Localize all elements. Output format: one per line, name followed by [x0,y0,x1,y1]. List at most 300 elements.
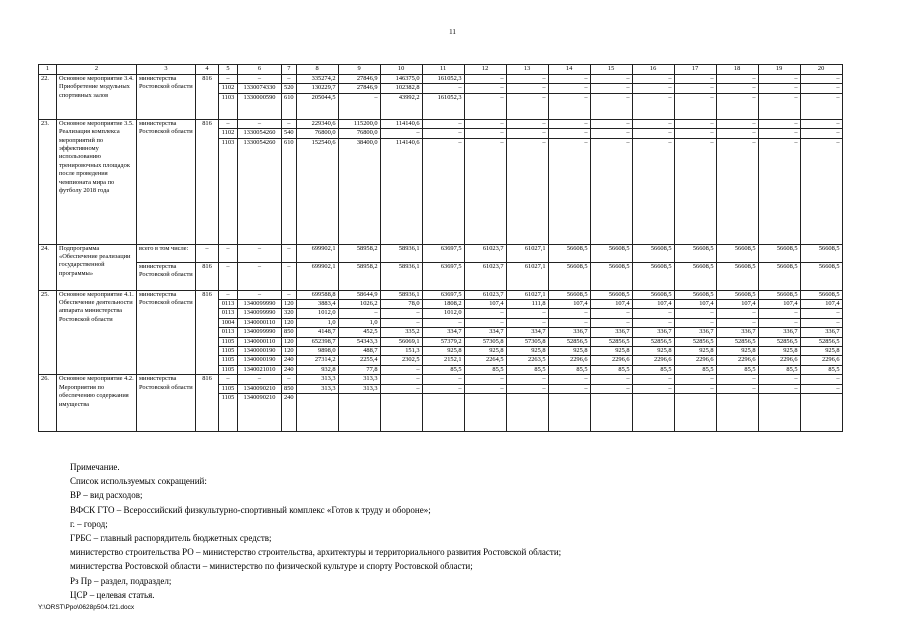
value-cell [674,394,716,432]
header-cell: 11 [422,65,464,75]
value-cell: – [380,365,422,374]
value-cell: – [632,375,674,384]
value-cell [590,394,632,432]
value-cell: 120 [282,347,297,356]
value-cell: 27846,9 [338,75,380,84]
budget-table [38,64,843,432]
value-cell: 1105 [219,356,238,365]
value-cell: 1340021010 [238,365,282,374]
value-cell: 699902,1 [296,262,338,290]
value-cell: – [632,129,674,138]
note-line: министерство строительства РО – министерство строительства, архитектуры и территориального развития Ростовской области; [70,547,562,558]
value-cell: – [464,138,506,244]
value-cell: – [282,244,297,262]
value-cell: 1105 [219,337,238,346]
value-cell: 56608,5 [716,262,758,290]
value-cell: 335274,2 [296,75,338,84]
value-cell: – [506,138,548,244]
value-cell: 334,7 [464,328,506,337]
value-cell: 107,4 [632,300,674,309]
value-cell: 2264,5 [464,356,506,365]
value-cell: – [632,309,674,318]
value-cell: 27314,2 [296,356,338,365]
value-cell: 1330074330 [238,84,282,93]
value-cell: 61023,7 [464,290,506,299]
value-cell: 52856,5 [716,337,758,346]
value-cell: 56608,5 [590,262,632,290]
value-cell: 1330000590 [238,93,282,119]
table-row [39,290,843,299]
header-cell: 14 [548,65,590,75]
value-cell: – [238,262,282,290]
value-cell: 2296,6 [590,356,632,365]
value-cell: 85,5 [506,365,548,374]
value-cell: – [674,93,716,119]
value-cell: – [716,318,758,327]
grbs-code: – [196,244,219,262]
value-cell: 56608,5 [632,262,674,290]
value-cell: 56608,5 [716,244,758,262]
value-cell: 152540,6 [296,138,338,244]
value-cell: 452,5 [338,328,380,337]
value-cell: – [548,309,590,318]
value-cell: 78,0 [380,300,422,309]
value-cell [338,394,380,432]
value-cell: – [380,375,422,384]
value-cell: 1330054260 [238,138,282,244]
note-line: г. – город; [70,518,108,529]
value-cell: 4148,7 [296,328,338,337]
value-cell: 107,4 [590,300,632,309]
value-cell: – [800,375,842,384]
value-cell: – [219,119,238,128]
value-cell: 54343,3 [338,337,380,346]
value-cell: 130229,7 [296,84,338,93]
value-cell: 52856,5 [758,337,800,346]
value-cell: 56608,5 [632,244,674,262]
value-cell: 56608,5 [632,290,674,299]
grbs-code: 816 [196,119,219,244]
measure-name: Основное мероприятие 4.2. Мероприятия по обеспечению содержания имущества [57,375,137,432]
value-cell: 699588,8 [296,290,338,299]
value-cell: – [380,129,422,138]
grbs-name: министерства Ростовской области [137,375,196,432]
value-cell: – [238,244,282,262]
value-cell: 205044,5 [296,93,338,119]
value-cell: 1330054260 [238,129,282,138]
value-cell: 52856,5 [590,337,632,346]
value-cell: 61027,1 [506,290,548,299]
value-cell: 58958,2 [338,244,380,262]
value-cell: 320 [282,309,297,318]
value-cell: 120 [282,337,297,346]
value-cell: 56608,5 [674,262,716,290]
value-cell: 540 [282,129,297,138]
grbs-code: 816 [196,262,219,290]
grbs-name: министерства Ростовской области [137,290,196,375]
value-cell: – [219,375,238,384]
value-cell: 1340000190 [238,356,282,365]
header-cell: 20 [800,65,842,75]
value-cell: – [800,309,842,318]
value-cell: – [758,75,800,84]
value-cell: – [632,84,674,93]
value-cell: – [282,75,297,84]
value-cell: – [590,129,632,138]
value-cell: 151,3 [380,347,422,356]
value-cell: – [758,84,800,93]
value-cell: 0113 [219,309,238,318]
value-cell: 63697,5 [422,244,464,262]
value-cell: – [632,119,674,128]
value-cell: – [548,375,590,384]
header-cell: 1 [39,65,57,75]
value-cell: 2296,6 [674,356,716,365]
value-cell: – [674,119,716,128]
value-cell: 1103 [219,93,238,119]
value-cell: 336,7 [716,328,758,337]
value-cell: – [800,318,842,327]
value-cell [380,394,422,432]
value-cell: 1012,0 [296,309,338,318]
value-cell: 115200,0 [338,119,380,128]
header-cell: 18 [716,65,758,75]
value-cell: – [282,262,297,290]
header-cell: 8 [296,65,338,75]
value-cell: – [632,93,674,119]
value-cell: 102382,8 [380,84,422,93]
value-cell: 120 [282,318,297,327]
value-cell: 1340099990 [238,328,282,337]
value-cell: 925,8 [758,347,800,356]
row-number: 22. [39,75,57,120]
value-cell: 1026,2 [338,300,380,309]
value-cell: 313,3 [338,384,380,393]
value-cell: – [506,84,548,93]
value-cell: – [548,84,590,93]
value-cell: 1340000110 [238,318,282,327]
notes-block [70,460,561,602]
value-cell: – [548,119,590,128]
grbs-code: 816 [196,375,219,432]
header-cell: 3 [137,65,196,75]
value-cell: – [380,309,422,318]
value-cell: 56608,5 [548,262,590,290]
value-cell: 2296,6 [632,356,674,365]
value-cell: – [238,119,282,128]
header-cell: 12 [464,65,506,75]
note-line: Примечание. [70,462,120,472]
value-cell: – [422,318,464,327]
value-cell: – [716,309,758,318]
value-cell: – [464,129,506,138]
value-cell: 0113 [219,300,238,309]
value-cell: 57305,8 [506,337,548,346]
value-cell: 85,5 [632,365,674,374]
value-cell: – [632,75,674,84]
header-cell: 6 [238,65,282,75]
value-cell: 699902,1 [296,244,338,262]
value-cell: 114140,6 [380,138,422,244]
value-cell: – [716,138,758,244]
value-cell: 52856,5 [632,337,674,346]
value-cell: – [219,244,238,262]
value-cell: 1004 [219,318,238,327]
value-cell: 850 [282,328,297,337]
value-cell: – [800,384,842,393]
value-cell: – [758,93,800,119]
value-cell: 56608,5 [800,290,842,299]
value-cell: 336,7 [758,328,800,337]
value-cell: – [422,119,464,128]
header-cell: 19 [758,65,800,75]
value-cell: 61023,7 [464,262,506,290]
header-cell: 2 [57,65,137,75]
value-cell: – [758,318,800,327]
value-cell: – [506,75,548,84]
measure-name: Основное мероприятие 3.5. Реализация комплекса мероприятий по эффективному использованию тренировочных площадок после проведения чемпионата мира по футболу 2018 года [57,119,137,244]
value-cell: 56608,5 [590,244,632,262]
value-cell: – [674,75,716,84]
value-cell: 925,8 [422,347,464,356]
value-cell: – [716,119,758,128]
value-cell: 850 [282,384,297,393]
value-cell: 58936,1 [380,290,422,299]
value-cell: – [464,75,506,84]
value-cell: – [238,375,282,384]
value-cell: 1340099990 [238,300,282,309]
value-cell: – [758,129,800,138]
value-cell: 85,5 [464,365,506,374]
value-cell: 57379,2 [422,337,464,346]
value-cell: – [674,309,716,318]
value-cell: – [464,93,506,119]
value-cell: – [674,84,716,93]
value-cell: 925,8 [590,347,632,356]
value-cell: 63697,5 [422,262,464,290]
value-cell [632,394,674,432]
value-cell: 56608,5 [716,290,758,299]
value-cell: – [716,93,758,119]
value-cell: 1102 [219,129,238,138]
value-cell [800,394,842,432]
value-cell: 3883,4 [296,300,338,309]
value-cell: – [219,75,238,84]
value-cell: – [219,290,238,299]
value-cell: 9898,0 [296,347,338,356]
value-cell: – [632,384,674,393]
table-row [39,244,843,262]
value-cell: 1012,0 [422,309,464,318]
value-cell: 107,4 [548,300,590,309]
value-cell: 1340090210 [238,394,282,432]
table-row [39,75,843,84]
value-cell: 114140,6 [380,119,422,128]
value-cell: 107,4 [800,300,842,309]
value-cell: – [590,75,632,84]
value-cell: – [800,129,842,138]
value-cell: – [548,384,590,393]
value-cell: – [590,93,632,119]
note-line: ЦСР – целевая статья. [70,589,155,600]
value-cell: 56069,1 [380,337,422,346]
note-line: Рз Пр – раздел, подраздел; [70,575,172,586]
value-cell: – [674,138,716,244]
value-cell: 313,3 [296,375,338,384]
value-cell: 38400,0 [338,138,380,244]
grbs-name: министерства Ростовской области [137,262,196,290]
value-cell: 1340090210 [238,384,282,393]
value-cell: 61023,7 [464,244,506,262]
header-cell: 9 [338,65,380,75]
grbs-name: министерства Ростовской области [137,119,196,244]
value-cell: – [548,318,590,327]
value-cell: – [464,318,506,327]
value-cell: 56608,5 [758,244,800,262]
value-cell: – [422,384,464,393]
value-cell: 85,5 [800,365,842,374]
value-cell: 161052,3 [422,75,464,84]
value-cell: – [590,119,632,128]
value-cell: – [506,129,548,138]
value-cell: 107,4 [716,300,758,309]
value-cell: 229340,6 [296,119,338,128]
value-cell: 336,7 [674,328,716,337]
value-cell: – [758,384,800,393]
value-cell: 56608,5 [800,244,842,262]
value-cell: 336,7 [632,328,674,337]
value-cell: 925,8 [674,347,716,356]
row-number: 26. [39,375,57,432]
value-cell: 56608,5 [548,244,590,262]
value-cell: – [800,84,842,93]
value-cell: – [506,384,548,393]
value-cell: – [590,309,632,318]
value-cell: 1,0 [338,318,380,327]
value-cell: 58644,9 [338,290,380,299]
value-cell: 2296,6 [548,356,590,365]
value-cell: – [758,375,800,384]
grbs-code: 816 [196,75,219,120]
value-cell: 1105 [219,384,238,393]
value-cell: – [506,318,548,327]
value-cell: – [282,375,297,384]
value-cell: – [338,93,380,119]
value-cell: 56608,5 [758,290,800,299]
grbs-name: министерства Ростовской области [137,75,196,120]
value-cell: – [380,384,422,393]
value-cell: 27846,9 [338,84,380,93]
value-cell: – [674,129,716,138]
value-cell: 58936,1 [380,244,422,262]
value-cell: 2302,5 [380,356,422,365]
value-cell: 1340000190 [238,347,282,356]
value-cell: 2296,6 [758,356,800,365]
table-row [39,119,843,128]
header-cell: 7 [282,65,297,75]
grbs-code: 816 [196,290,219,375]
value-cell: 1105 [219,365,238,374]
value-cell: 925,8 [716,347,758,356]
value-cell: – [238,290,282,299]
value-cell: – [548,129,590,138]
value-cell: – [506,375,548,384]
value-cell: – [464,119,506,128]
value-cell: 63697,5 [422,290,464,299]
value-cell: – [716,375,758,384]
value-cell: 146375,0 [380,75,422,84]
grbs-name: всего в том числе: [137,244,196,262]
value-cell: – [506,309,548,318]
value-cell: 85,5 [422,365,464,374]
value-cell: – [422,375,464,384]
value-cell: – [464,384,506,393]
value-cell: – [380,318,422,327]
value-cell: 43992,2 [380,93,422,119]
value-cell: 336,7 [548,328,590,337]
value-cell: 610 [282,93,297,119]
value-cell: – [464,309,506,318]
value-cell: – [758,309,800,318]
value-cell: – [422,138,464,244]
value-cell: – [506,93,548,119]
value-cell: 1105 [219,347,238,356]
value-cell: 57305,8 [464,337,506,346]
value-cell: 56608,5 [674,290,716,299]
value-cell: 107,4 [674,300,716,309]
value-cell [758,394,800,432]
value-cell: 56608,5 [548,290,590,299]
note-line: министерства Ростовской области – министерство по физической культуре и спорту Ростовской области; [70,561,473,572]
value-cell: – [674,384,716,393]
value-cell: 1340099990 [238,309,282,318]
header-cell: 16 [632,65,674,75]
note-line: Список используемых сокращений: [70,476,207,487]
value-cell: 85,5 [674,365,716,374]
value-cell: 240 [282,356,297,365]
value-cell: 240 [282,365,297,374]
measure-name: Подпрограмма «Обеспечение реализации государственной программы» [57,244,137,290]
value-cell: 58958,2 [338,262,380,290]
measure-name: Основное мероприятие 3.4. Приобретение модульных спортивных залов [57,75,137,120]
value-cell: 652398,7 [296,337,338,346]
value-cell: 925,8 [506,347,548,356]
value-cell: – [590,384,632,393]
value-cell: 1105 [219,394,238,432]
value-cell: 520 [282,84,297,93]
value-cell: 2152,1 [422,356,464,365]
value-cell: – [758,119,800,128]
value-cell: – [238,75,282,84]
value-cell: 52856,5 [674,337,716,346]
header-cell: 4 [196,65,219,75]
value-cell: 58936,1 [380,262,422,290]
row-number: 25. [39,290,57,375]
value-cell: 85,5 [758,365,800,374]
header-cell: 17 [674,65,716,75]
header-cell: 13 [506,65,548,75]
value-cell: 925,8 [800,347,842,356]
value-cell: – [464,84,506,93]
value-cell: 161052,3 [422,93,464,119]
table-row [39,262,843,290]
measure-name: Основное мероприятие 4.1. Обеспечение деятельности аппарата министерства Ростовской области [57,290,137,375]
value-cell: – [716,75,758,84]
header-cell: 10 [380,65,422,75]
value-cell: 240 [282,394,297,432]
value-cell: 107,4 [464,300,506,309]
value-cell: 2296,6 [800,356,842,365]
